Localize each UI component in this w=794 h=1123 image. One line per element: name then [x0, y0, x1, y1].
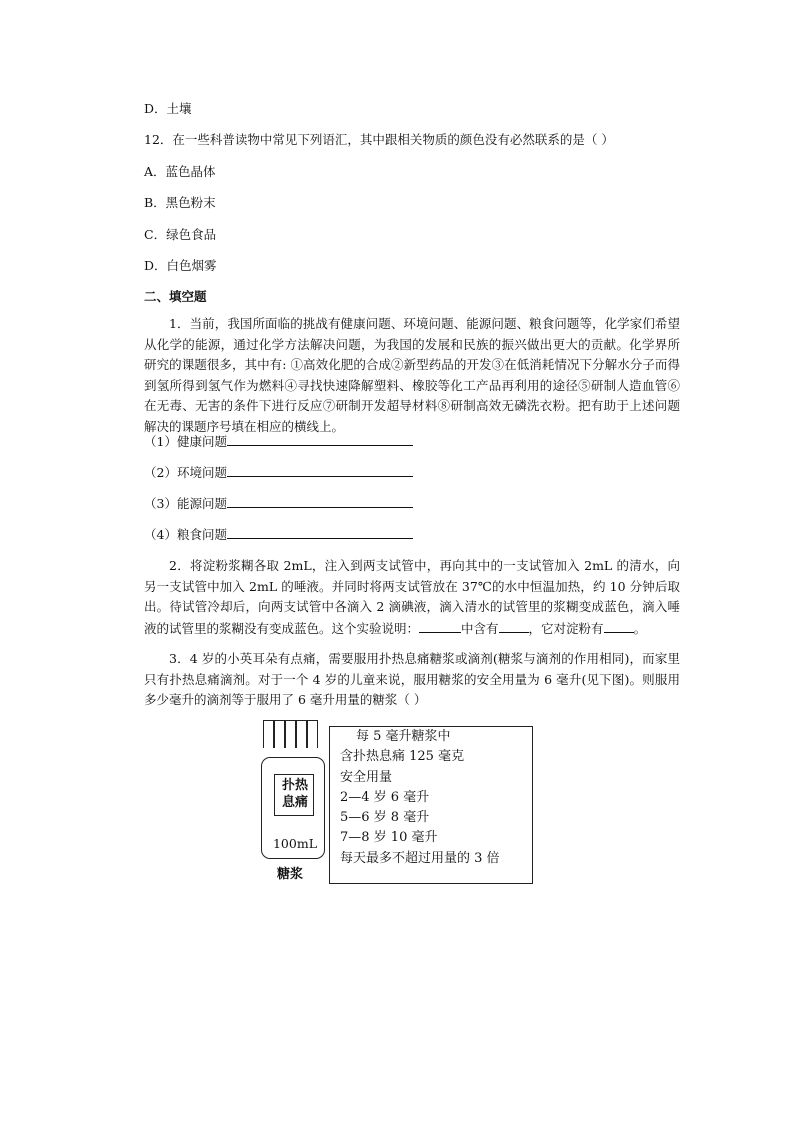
- fill2-effect: ，它对淀粉有: [528, 620, 604, 636]
- syrup-bottle: [261, 757, 325, 859]
- fill-question-1: 1．当前，我国所面临的挑战有健康问题、环境问题、能源问题、粮食问题等，化学家们希望从化学的能源，通过化学方法解决问题，为我国的发展和民族的振兴做出更大的贡献。化学界所研究的课题很多，其中有: ①高效化肥的合成②新型药品的开发③在低消耗情况下分解水分子而得到氢所得到氢气作为燃料④寻找快速降解塑料、橡胶等化工产品再利用的途径⑤研制人造血管⑥在无毒、无害的条件下进行反应⑦研制开发超导材料⑧研制高效无磷洗衣粉。把有助于上述问题解决的课题序号填在相应的横线上。: [144, 316, 680, 434]
- question-12-stem: 12．在一些科普读物中常见下列语汇，其中跟相关物质的颜色没有必然联系的是（ ）: [144, 132, 614, 147]
- info-line: 安全用量: [340, 769, 393, 785]
- fill2-end: 。: [633, 620, 647, 636]
- info-line: 2—4 岁 6 毫升: [340, 789, 430, 805]
- answer-blank[interactable]: [604, 618, 634, 633]
- fill-question-3: 3．4 岁的小英耳朵有点痛，需要服用扑热息痛糖浆或滴剂(糖浆与滴剂的作用相同)，而家里只有扑热息痛滴剂。对于一个 4 岁的儿童来说，服用糖浆的安全用量为 6 毫升(见下图)。则服用多少毫升的滴剂等于服用了 6 毫升用量的糖浆（ ）: [144, 651, 680, 708]
- info-line: 每天最多不超过用量的 3 倍: [340, 850, 500, 866]
- fill2-contains: 中含有: [461, 620, 499, 636]
- info-line: 7—8 岁 10 毫升: [340, 830, 438, 846]
- answer-blank[interactable]: [227, 431, 413, 446]
- fill1-item-label: （4）粮食问题: [144, 527, 227, 542]
- fill1-item-food: [144, 524, 413, 543]
- bottle-cap-stripe: [307, 720, 318, 748]
- bottle-volume: 100mL: [272, 836, 317, 851]
- q12-option-d: D．白色烟雾: [144, 258, 217, 273]
- answer-blank[interactable]: [499, 618, 529, 633]
- fill1-item-label: （1）健康问题: [144, 434, 227, 449]
- bottle-cap-stripe: [285, 720, 296, 748]
- bottle-cap-stripe: [263, 720, 274, 748]
- fill-question-2: [144, 556, 680, 639]
- section-title: 二、填空题: [144, 289, 207, 304]
- bottle-label: [274, 774, 314, 816]
- info-line: 含扑热息痛 125 毫克: [340, 749, 465, 765]
- fill2-conclusion-label: 这个实验说明：: [331, 620, 420, 636]
- bottle-label-line: 息痛: [281, 795, 308, 810]
- info-line: 每 5 毫升糖浆中: [356, 729, 451, 744]
- fill1-item-health: [144, 431, 413, 450]
- bottle-label-line: 扑热: [281, 778, 308, 793]
- bottle-cap-stripe: [296, 720, 307, 748]
- fill1-item-environment: [144, 462, 413, 481]
- bottle-cap-stripe: [274, 720, 285, 748]
- q11-option-d: D．土壤: [144, 101, 192, 116]
- q12-option-b: B．黑色粉末: [144, 195, 216, 210]
- info-line: 5—6 岁 8 毫升: [340, 810, 430, 826]
- fill1-item-label: （2）环境问题: [144, 465, 227, 480]
- bottle-caption: 糖浆: [277, 867, 304, 882]
- syrup-figure: [255, 720, 535, 885]
- fill2-text: 2．将淀粉浆糊各取 2mL，注入到两支试管中，再向其中的一支试管加入 2mL 的清水，向另一支试管中加入 2mL 的唾液。并同时将两支试管放在 37℃的水中恒温加热，约 10 分钟后取出。待试管冷却后，向两支试管中各滴入 2 滴碘液，滴入清水的试管里的浆糊变成蓝色，滴入唾液的试管里的浆糊没有变成蓝色。: [144, 558, 680, 636]
- fill1-item-label: （3）能源问题: [144, 496, 227, 511]
- answer-blank[interactable]: [227, 524, 413, 539]
- dosage-info-box: [329, 726, 533, 884]
- answer-blank[interactable]: [227, 462, 413, 477]
- answer-blank[interactable]: [419, 618, 461, 633]
- q12-option-a: A．蓝色晶体: [144, 164, 216, 179]
- answer-blank[interactable]: [227, 493, 413, 508]
- fill1-item-energy: [144, 493, 413, 512]
- q12-option-c: C．绿色食品: [144, 227, 217, 242]
